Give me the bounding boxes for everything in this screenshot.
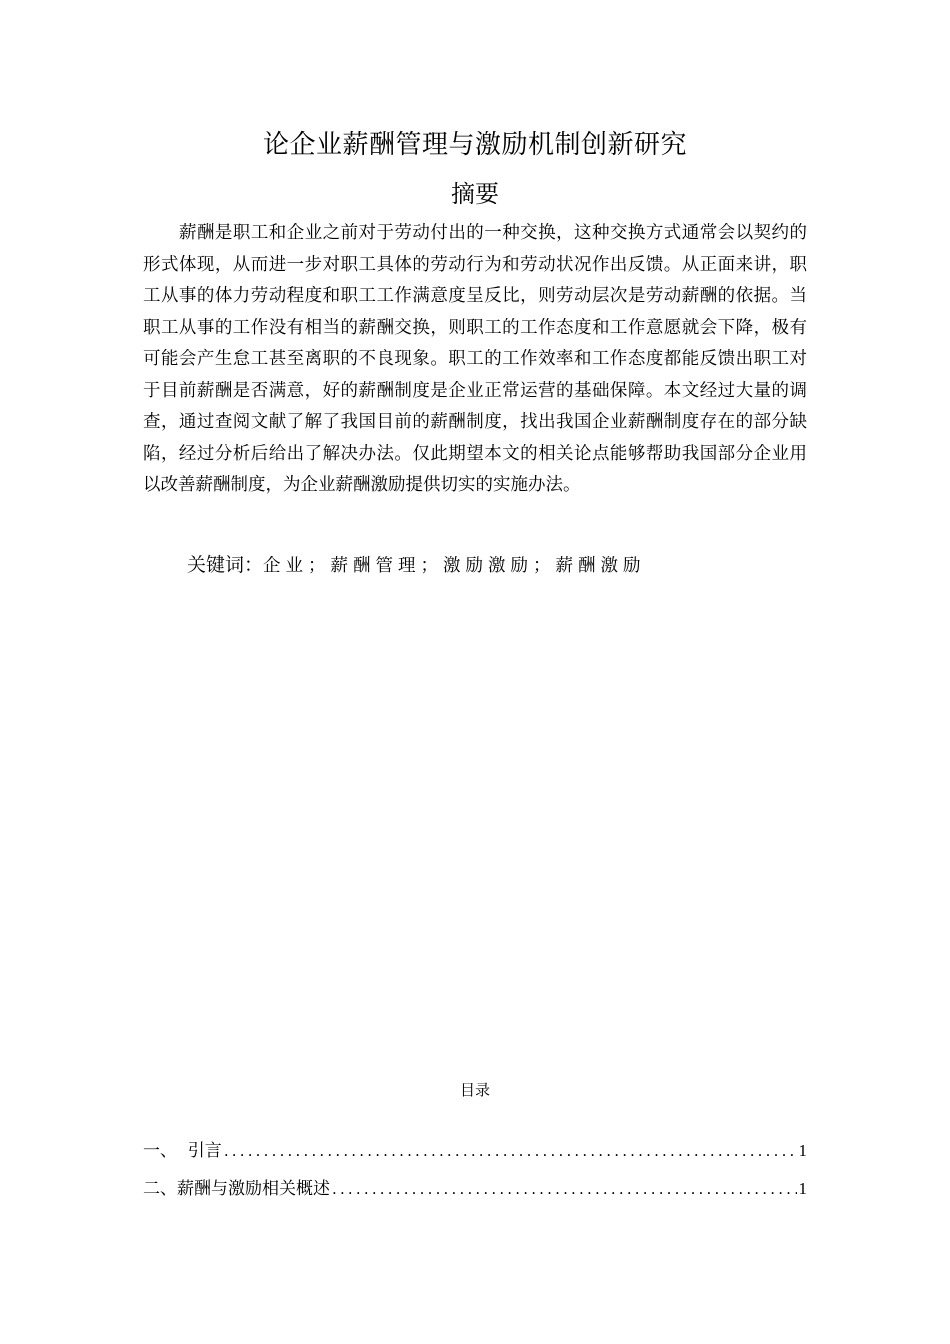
- keywords-value: 企业；薪酬管理；激励激励；薪酬激励: [263, 556, 646, 576]
- toc-list: [143, 1136, 807, 1212]
- toc-entry-label: 一、 引言: [143, 1141, 222, 1161]
- toc-entry-overview[interactable]: [143, 1174, 807, 1212]
- keywords-line: [187, 550, 807, 582]
- document-title: 论企业薪酬管理与激励机制创新研究: [262, 130, 687, 160]
- toc-entry-introduction[interactable]: [143, 1136, 807, 1174]
- toc-entry-page: 1: [798, 1141, 807, 1160]
- toc-leader-dots: [224, 1142, 797, 1160]
- toc-entry-label: 二、薪酬与激励相关概述: [143, 1179, 330, 1199]
- toc-leader-dots: [332, 1180, 797, 1198]
- abstract-heading: 摘要: [451, 180, 499, 208]
- abstract-paragraph: 薪酬是职工和企业之前对于劳动付出的一种交换，这种交换方式通常会以契约的形式体现，从而进一步对职工具体的劳动行为和劳动状况作出反馈。从正面来讲，职工从事的体力劳动程度和职工工作满意度呈反比，则劳动层次是劳动薪酬的依据。当职工从事的工作没有相当的薪酬交换，则职工的工作态度和工作意愿就会下降，极有可能会产生怠工甚至离职的不良现象。职工的工作效率和工作态度都能反馈出职工对于目前薪酬是否满意，好的薪酬制度是企业正常运营的基础保障。本文经过大量的调查，通过查阅文献了解了我国目前的薪酬制度，找出我国企业薪酬制度存在的部分缺陷，经过分析后给出了解决办法。仅此期望本文的相关论点能够帮助我国部分企业用以改善薪酬制度，为企业薪酬激励提供切实的实施办法。: [143, 223, 807, 495]
- toc-heading: 目录: [459, 1081, 490, 1099]
- keywords-label: 关键词：: [187, 554, 264, 576]
- toc-entry-page: 1: [798, 1179, 807, 1198]
